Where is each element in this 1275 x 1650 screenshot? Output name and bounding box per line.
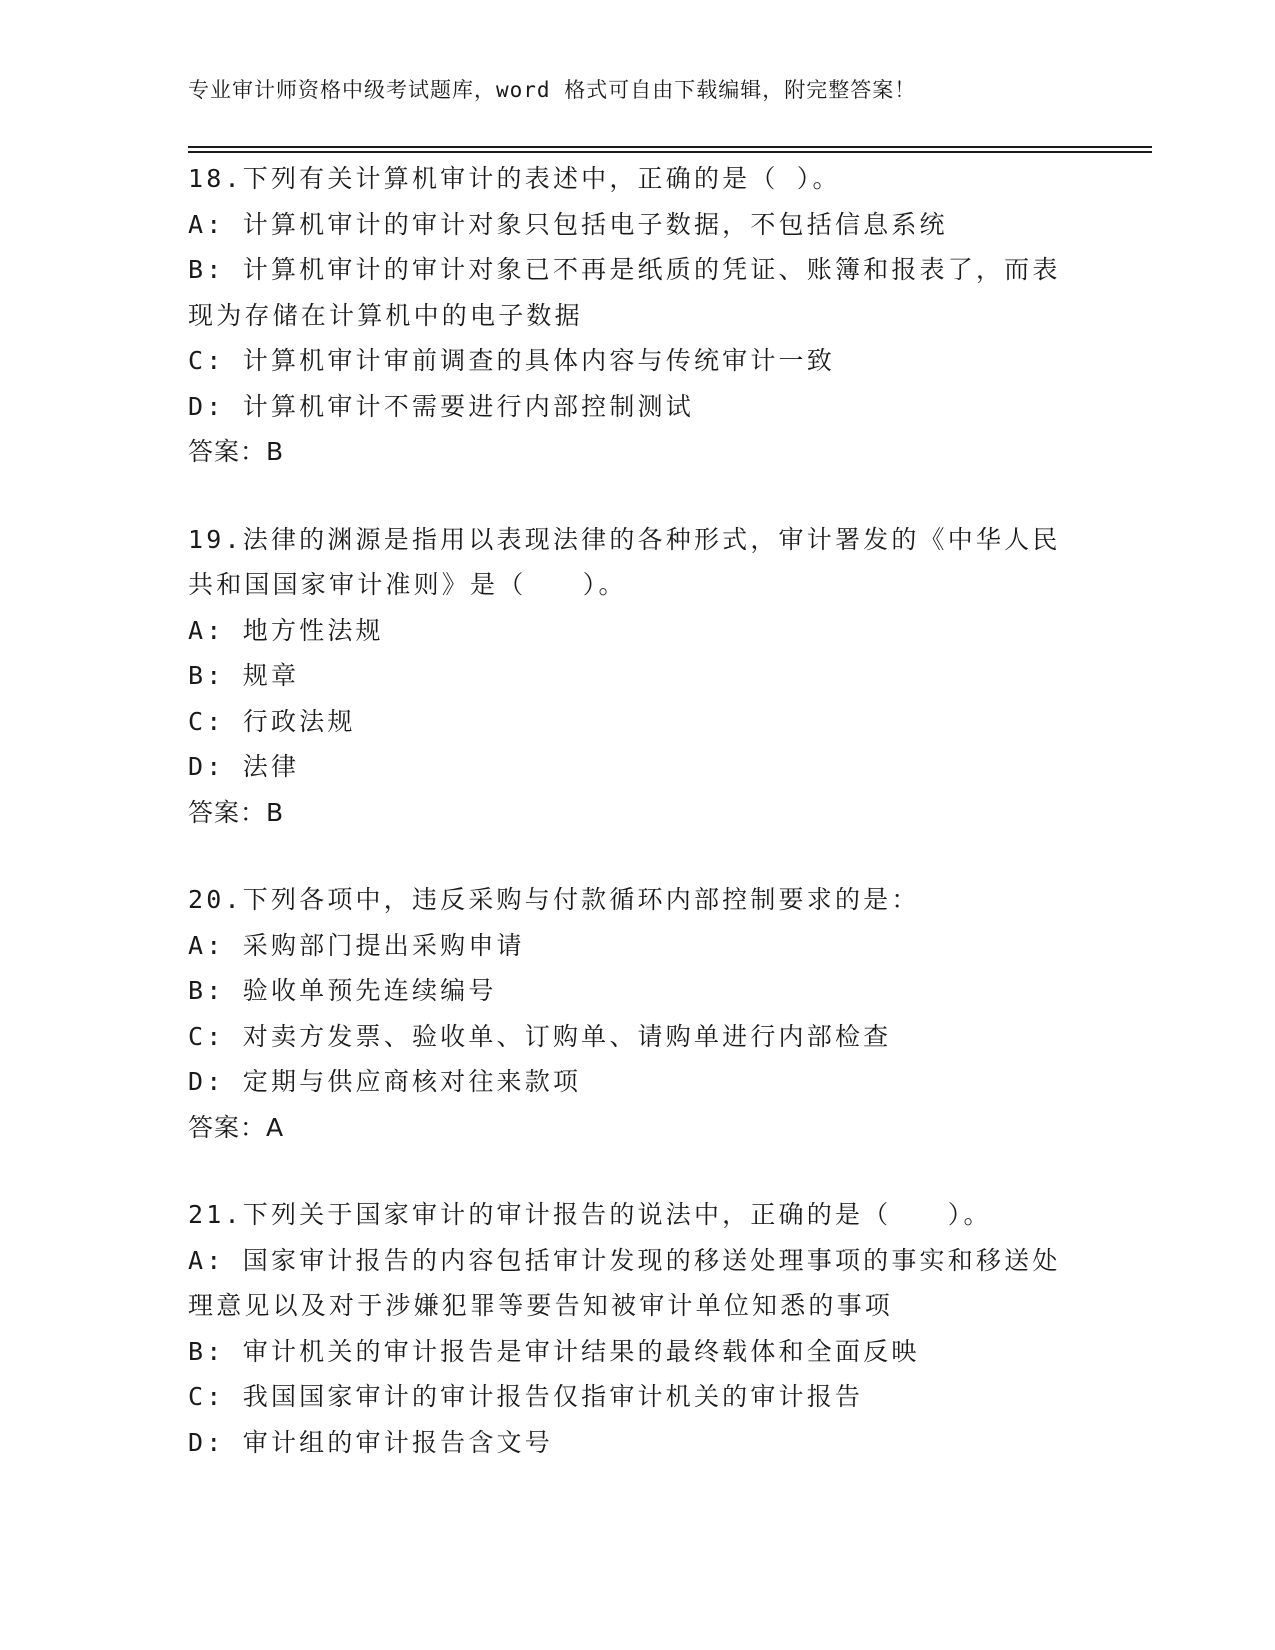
header-rule-top bbox=[188, 146, 1152, 148]
answer: 答案：B bbox=[188, 437, 285, 466]
option-d: D: 审计组的审计报告含文号 bbox=[188, 1427, 553, 1457]
option-c: C: 我国国家审计的审计报告仅指审计机关的审计报告 bbox=[188, 1382, 864, 1411]
answer: 答案：A bbox=[188, 1112, 285, 1142]
option-a: A: 采购部门提出采购申请 bbox=[188, 930, 525, 960]
option-a: A: 计算机审计的审计对象只包括电子数据，不包括信息系统 bbox=[188, 209, 948, 239]
question-stem-line: 21.下列关于国家审计的审计报告的说法中，正确的是（ ）。 bbox=[188, 1200, 992, 1229]
option-a: A: 地方性法规 bbox=[188, 615, 384, 645]
option-d: D: 计算机审计不需要进行内部控制测试 bbox=[188, 391, 694, 421]
option-d: D: 定期与供应商核对往来款项 bbox=[188, 1067, 582, 1096]
question-19 bbox=[188, 517, 1088, 836]
option-b: B: 验收单预先连续编号 bbox=[188, 976, 497, 1005]
question-stem-line: 18.下列有关计算机审计的表述中，正确的是（ ）。 bbox=[188, 164, 841, 193]
question-stem-line-continued: 共和国国家审计准则》是（ ）。 bbox=[188, 570, 627, 599]
option-b: B: 规章 bbox=[188, 661, 300, 690]
option-b: B: 计算机审计的审计对象已不再是纸质的凭证、账簿和报表了，而表 bbox=[188, 255, 1061, 284]
question-stem-line: 20.下列各项中，违反采购与付款循环内部控制要求的是： bbox=[188, 885, 920, 914]
option-a: A: 国家审计报告的内容包括审计发现的移送处理事项的事实和移送处 bbox=[188, 1245, 1061, 1275]
question-18 bbox=[188, 156, 1088, 475]
option-d: D: 法律 bbox=[188, 752, 300, 781]
option-a-continued: 理意见以及对于涉嫌犯罪等要告知被审计单位知悉的事项 bbox=[188, 1291, 894, 1320]
answer: 答案：B bbox=[188, 797, 285, 827]
option-c: C: 计算机审计审前调查的具体内容与传统审计一致 bbox=[188, 346, 835, 375]
option-b: B: 审计机关的审计报告是审计结果的最终载体和全面反映 bbox=[188, 1336, 920, 1366]
option-b-continued: 现为存储在计算机中的电子数据 bbox=[188, 300, 583, 330]
question-list bbox=[188, 156, 1088, 1507]
option-c: C: 行政法规 bbox=[188, 706, 356, 736]
question-20 bbox=[188, 877, 1088, 1150]
option-c: C: 对卖方发票、验收单、订购单、请购单进行内部检查 bbox=[188, 1021, 892, 1051]
page-header: 专业审计师资格中级考试题库，word 格式可自由下载编辑，附完整答案！ bbox=[188, 78, 917, 102]
header-rule-bottom bbox=[188, 151, 1152, 153]
question-21 bbox=[188, 1192, 1088, 1465]
question-stem-line: 19.法律的渊源是指用以表现法律的各种形式，审计署发的《中华人民 bbox=[188, 524, 1061, 554]
